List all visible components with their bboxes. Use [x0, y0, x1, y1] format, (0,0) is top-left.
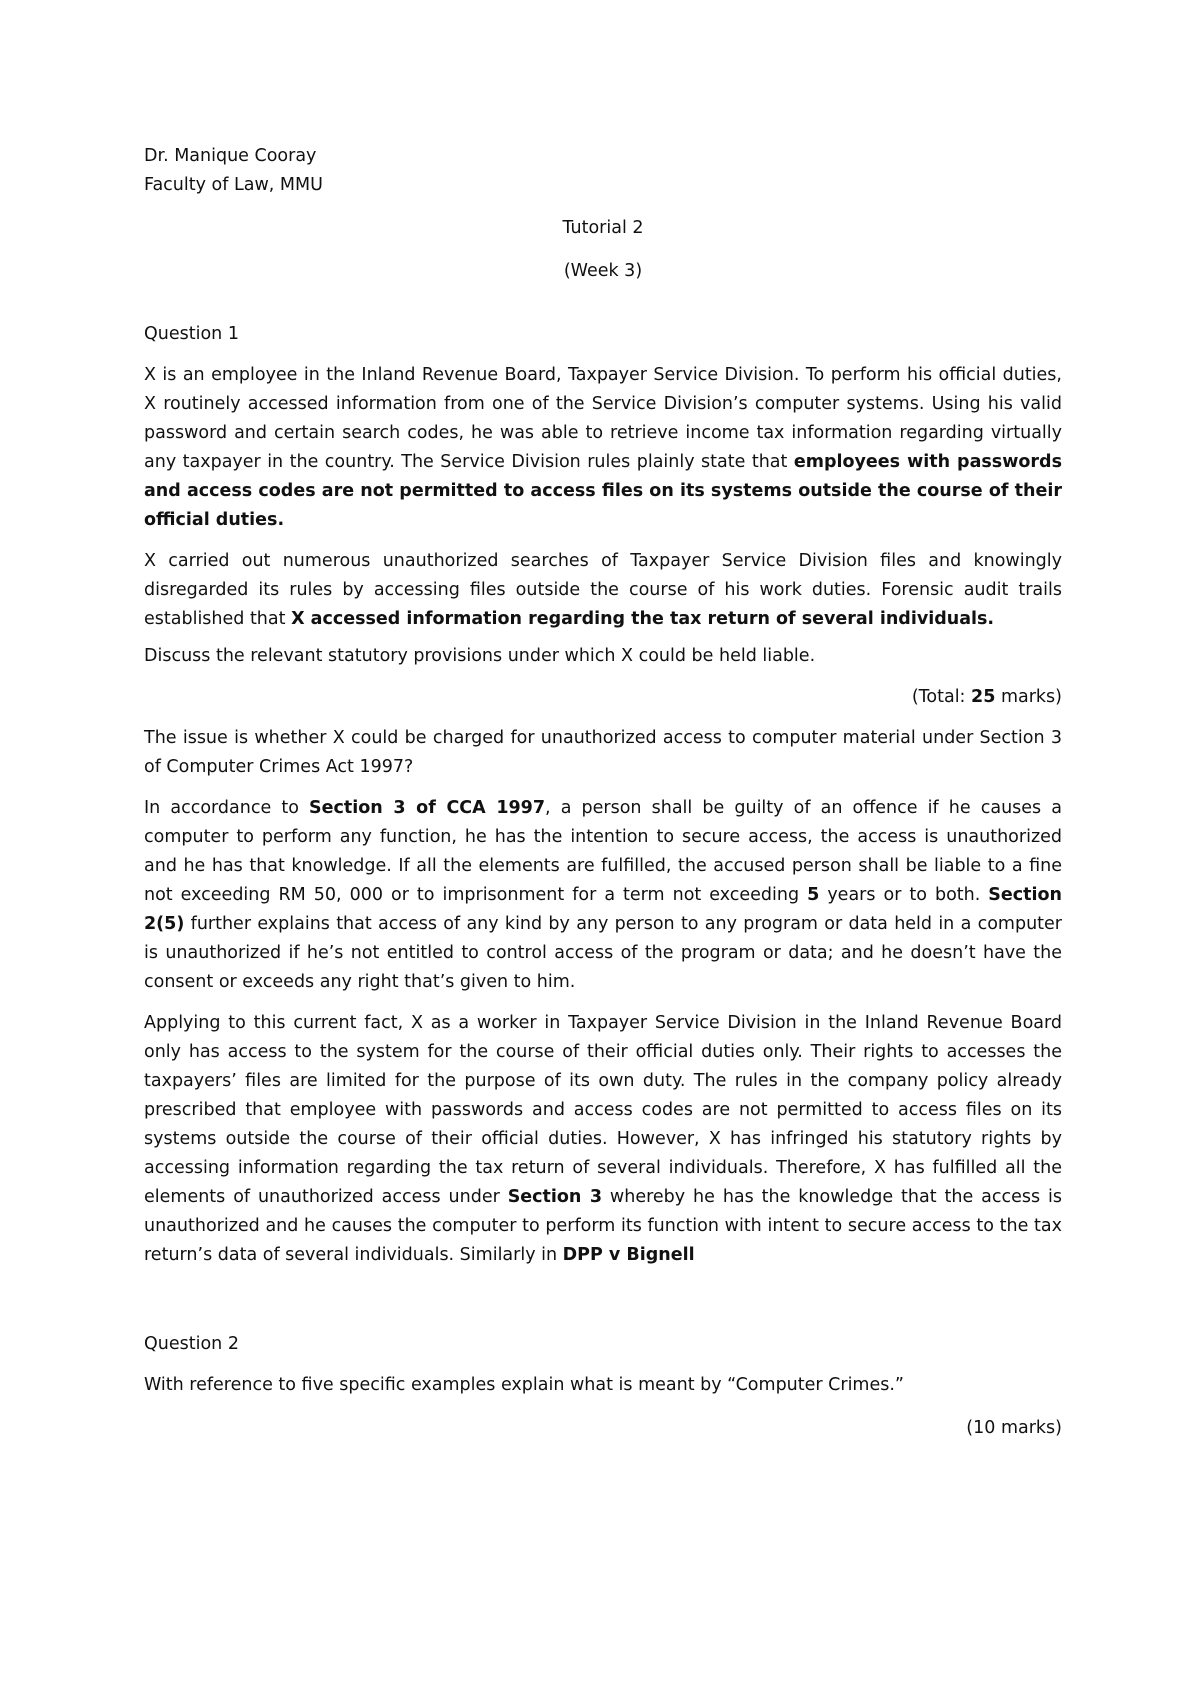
law-bold-3: Section 2(5) [144, 885, 1062, 934]
author-name: Dr. Manique Cooray [144, 146, 317, 166]
law-text-1: In accordance to [144, 798, 310, 818]
q1-p2-bold: X accessed information regarding the tax return of several individuals. [291, 609, 995, 629]
q1-marks-post: marks) [995, 687, 1062, 707]
law-text-3: years or to both. [819, 885, 989, 905]
question-2-prompt: With reference to five specific examples explain what is meant by “Computer Crimes.” [144, 1375, 904, 1395]
answer-law [144, 794, 1062, 997]
question-1-prompt: Discuss the relevant statutory provisions under which X could be held liable. [144, 646, 816, 666]
q1-p1-text: X is an employee in the Inland Revenue Board, Taxpayer Service Division. To perform his official duties, X routinely accessed information from one of the Service Division’s computer systems. Using his valid password and certain search codes, he was able to retrieve income tax information regarding virtually any taxpayer in the country. The Service Division rules plainly state that [144, 365, 1062, 472]
application-bold-1: Section 3 [507, 1187, 603, 1207]
q1-marks-number: 25 [971, 687, 996, 707]
law-bold-1: Section 3 of CCA 1997 [309, 798, 546, 818]
law-bold-2: 5 [807, 885, 820, 905]
q1-p2-text: X carried out numerous unauthorized searches of Taxpayer Service Division files and knowingly disregarded its rules by accessing files outside the course of his work duties. Forensic audit trails established that [144, 551, 1062, 629]
question-1-paragraph-1 [144, 361, 1062, 535]
tutorial-title: Tutorial 2 [562, 218, 644, 238]
application-bold-2: DPP v Bignell [562, 1245, 695, 1265]
faculty-name: Faculty of Law, MMU [144, 175, 323, 195]
question-1-marks [144, 683, 1062, 712]
law-text-4: further explains that access of any kind by any person to any program or data held in a computer is unauthorized if he’s not entitled to control access of the program or data; and he doesn’t have the consent or exceeds any right that’s given to him. [144, 914, 1062, 992]
document-body [144, 142, 1062, 1443]
question-2-marks: (10 marks) [966, 1418, 1062, 1438]
q1-p1-bold: employees with passwords and access codes are not permitted to access files on its systems outside the course of their official duties. [144, 452, 1062, 530]
law-text-2: , a person shall be guilty of an offence if he causes a computer to perform any function, he has the intention to secure access, the access is unauthorized and he has that knowledge. If all the elements are fulfilled, the accused person shall be liable to a fine not exceeding RM 50, 000 or to imprisonment for a term not exceeding [144, 798, 1063, 905]
q1-marks-pre: (Total: [911, 687, 972, 707]
tutorial-week: (Week 3) [563, 261, 643, 281]
application-text-2: whereby he has the knowledge that the access is unauthorized and he causes the computer to perform its function with intent to secure access to the tax return’s data of several individuals. Similarly in [144, 1187, 1062, 1265]
answer-application [144, 1009, 1062, 1270]
answer-issue: The issue is whether X could be charged for unauthorized access to computer material under Section 3 of Computer Crimes Act 1997? [144, 728, 1062, 777]
question-1-heading: Question 1 [144, 324, 239, 344]
question-1-paragraph-2 [144, 547, 1062, 634]
application-text-1: Applying to this current fact, X as a worker in Taxpayer Service Division in the Inland Revenue Board only has access to the system for the course of their official duties only. Their rights to accesses the taxpayers’ files are limited for the purpose of its own duty. The rules in the company policy already prescribed that employee with passwords and access codes are not permitted to access files on its systems outside the course of their official duties. However, X has infringed his statutory rights by accessing information regarding the tax return of several individuals. Therefore, X has fulfilled all the elements of unauthorized access under [144, 1013, 1062, 1207]
question-2-heading: Question 2 [144, 1334, 239, 1354]
